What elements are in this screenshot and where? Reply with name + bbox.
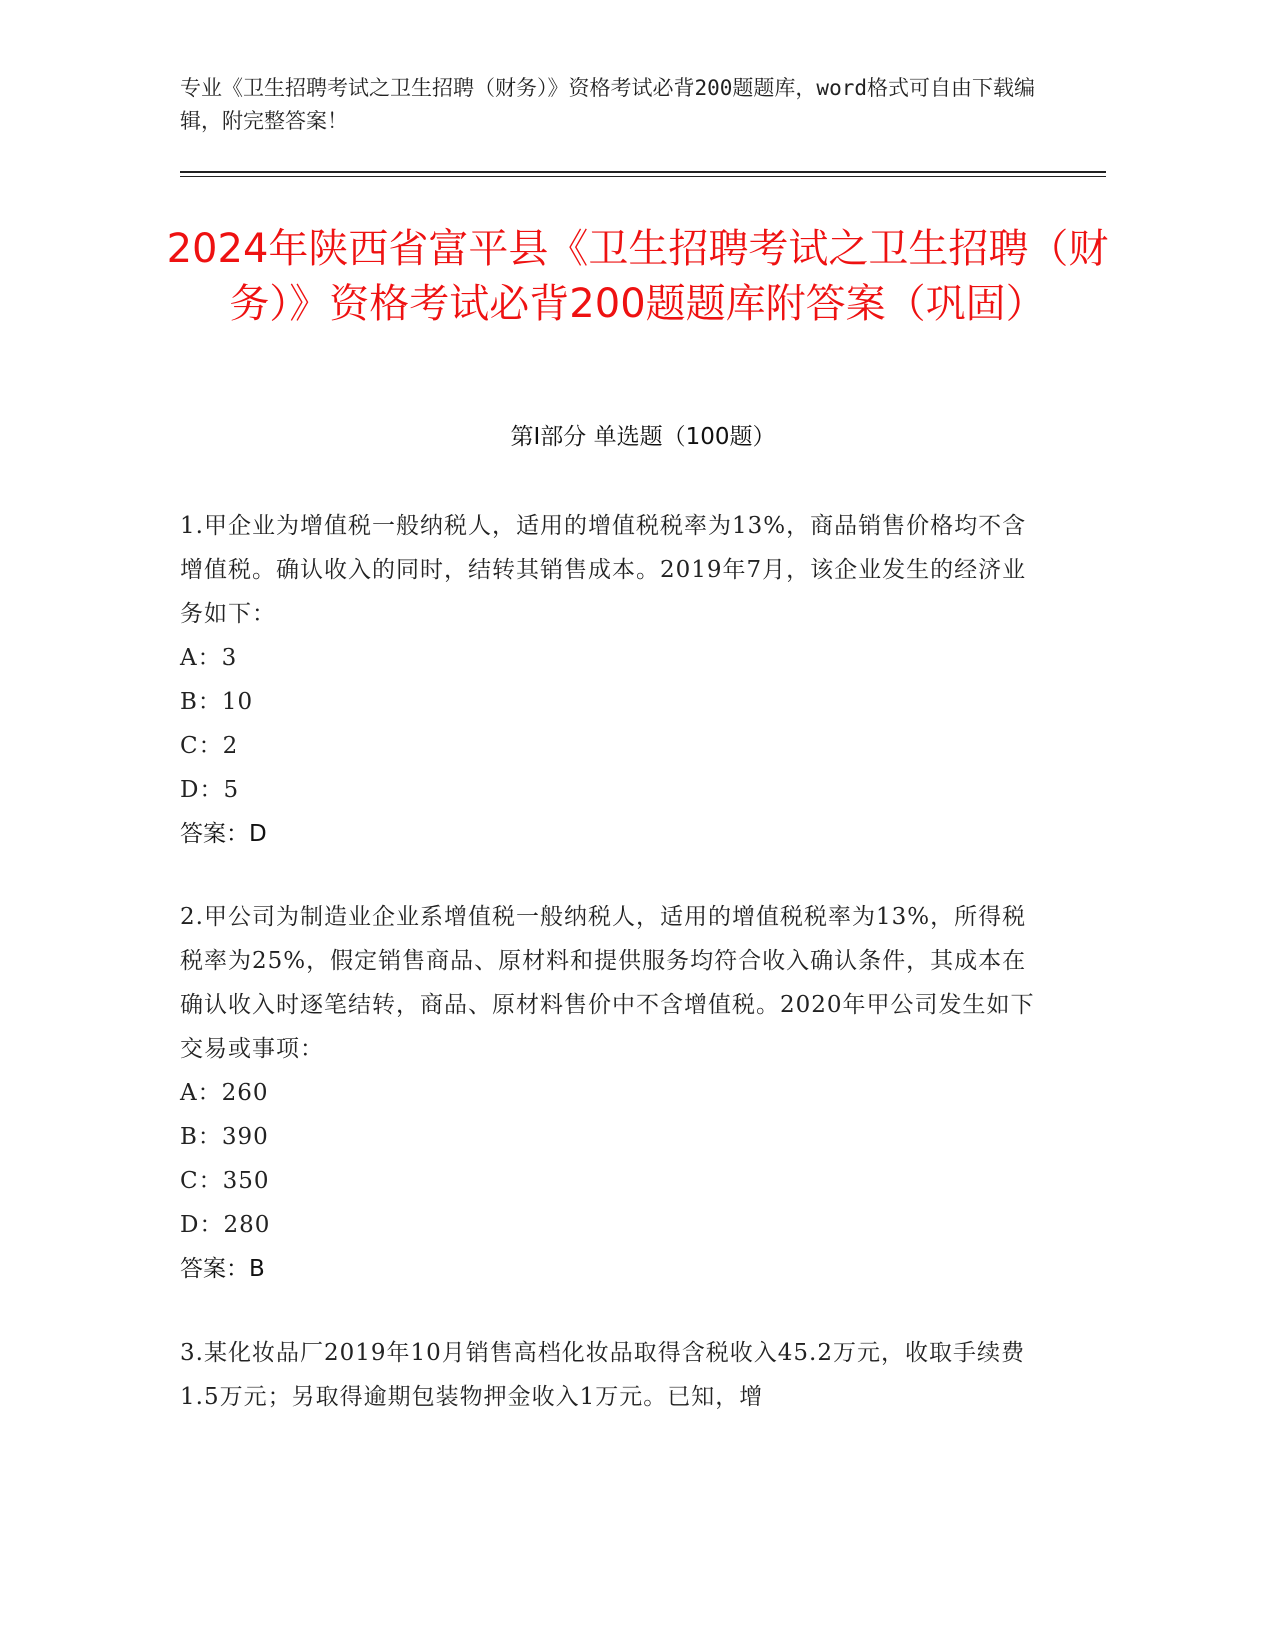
option-c: C：350 (180, 1168, 270, 1194)
option-d: D：280 (180, 1212, 271, 1238)
option-a: A：3 (180, 645, 238, 671)
document-title: 2024年陕西省富平县《卫生招聘考试之卫生招聘（财务）》资格考试必背200题题库附答案（巩固） (166, 226, 1109, 327)
question-3 (180, 1331, 1040, 1419)
answer: 答案：D (180, 821, 267, 847)
question-1 (180, 504, 1040, 856)
question-stem: 3.某化妆品厂2019年10月销售高档化妆品取得含税收入45.2万元，收取手续费1.5万元；另取得逾期包装物押金收入1万元。已知，增 (180, 1340, 1025, 1410)
question-stem: 2.甲公司为制造业企业系增值税一般纳税人，适用的增值税税率为13%，所得税税率为25%，假定销售商品、原材料和提供服务均符合收入确认条件，其成本在确认收入时逐笔结转，商品、原材料售价中不含增值税。2020年甲公司发生如下交易或事项： (180, 904, 1035, 1062)
option-b: B：390 (180, 1124, 269, 1150)
option-a: A：260 (180, 1080, 269, 1106)
option-d: D：5 (180, 777, 240, 803)
question-2 (180, 895, 1040, 1291)
header-note: 专业《卫生招聘考试之卫生招聘（财务）》资格考试必背200题题库，word格式可自由下载编辑，附完整答案！ (180, 76, 1035, 133)
option-c: C：2 (180, 733, 239, 759)
header-divider-thick (180, 171, 1106, 173)
section-title: 第I部分 单选题（100题） (510, 424, 776, 450)
option-b: B：10 (180, 689, 254, 715)
question-stem: 1.甲企业为增值税一般纳税人，适用的增值税税率为13%，商品销售价格均不含增值税。确认收入的同时，结转其销售成本。2019年7月，该企业发生的经济业务如下： (180, 513, 1027, 627)
header-divider-thin (180, 176, 1106, 177)
answer: 答案：B (180, 1256, 265, 1282)
